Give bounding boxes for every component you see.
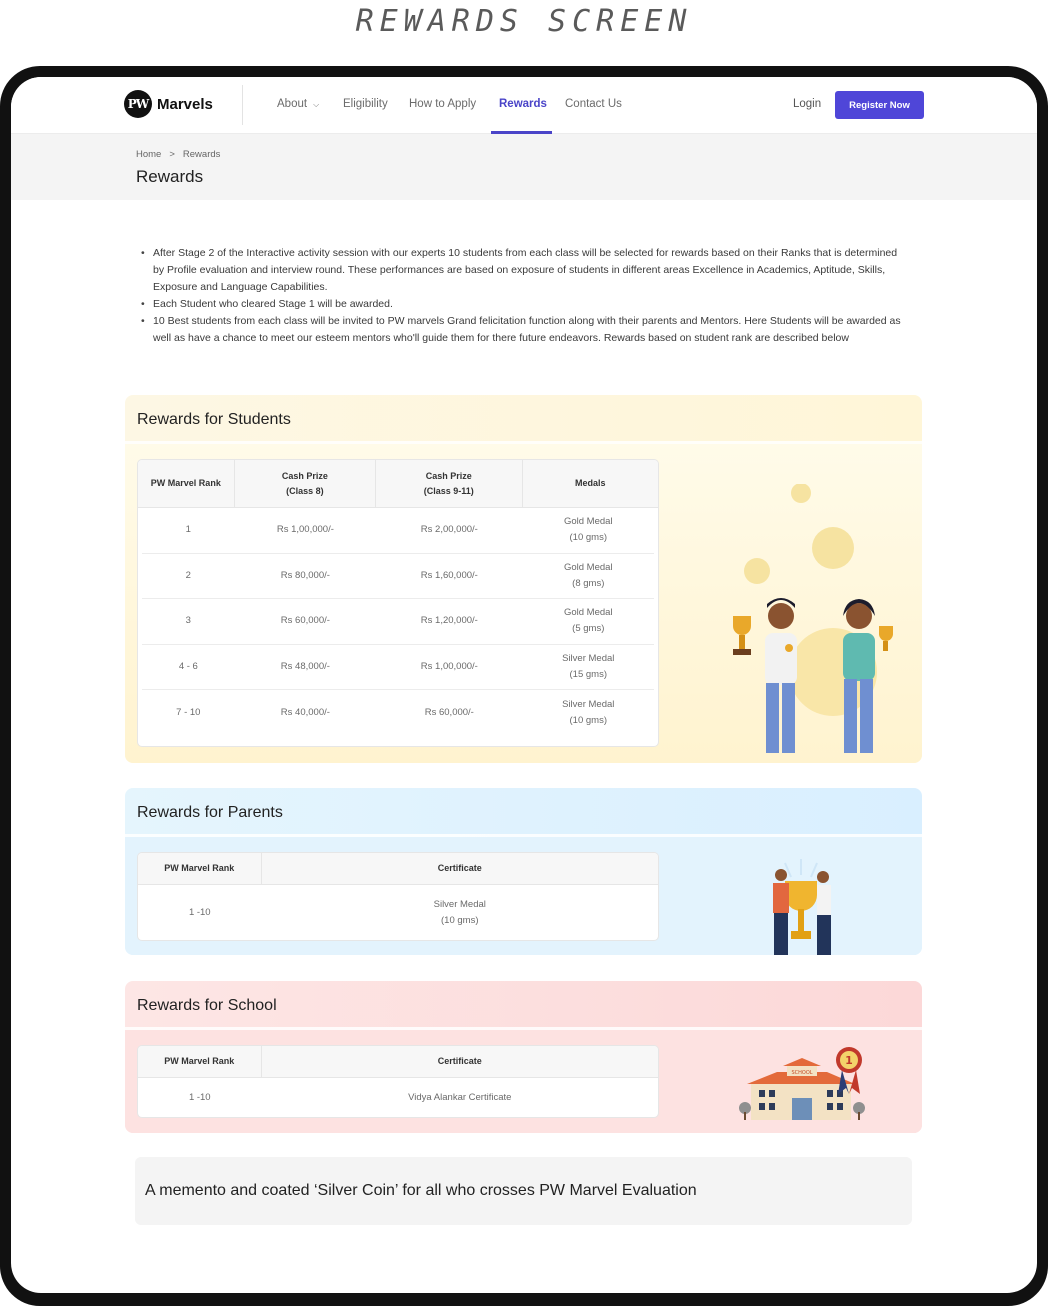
page-title: Rewards [136, 167, 204, 186]
students-rewards-table [137, 459, 659, 747]
badge-number: 1 [845, 1054, 853, 1067]
col-rank-header: PW Marvel Rank [138, 853, 262, 884]
medal-name: Gold Medal [563, 561, 613, 573]
parents-rewards-title: Rewards for Parents [137, 804, 283, 821]
cash-class9-11-cell: Rs 1,60,000/- [420, 569, 478, 581]
medal-cell [523, 508, 654, 553]
cash-class8-cell: Rs 80,000/- [280, 569, 330, 581]
medal-cell [523, 645, 654, 690]
card-body [125, 444, 922, 763]
intro-bullet: • After Stage 2 of the Interactive activity session with our experts 10 students from each class will be selected for rewards based on their Ranks that is determined by Profile evaluation and interview round. These performances are based on exposure of students in different areas Excellence in Academics, Aptitude, Skills, Exposure and Language Capabilities. [141, 245, 911, 296]
breadcrumb-current: Rewards [182, 149, 221, 160]
nav-eligibility[interactable]: Eligibility [343, 98, 388, 110]
col-certificate-header: Certificate [437, 1056, 482, 1066]
table-row [138, 1078, 658, 1117]
cash-class8-cell: Rs 60,000/- [280, 615, 330, 627]
intro-bullet: • Each Student who cleared Stage 1 will be awarded. [141, 296, 911, 313]
table-header [138, 460, 658, 508]
medal-weight: (5 gms) [572, 623, 605, 635]
col-class8-header: Cash Prize (Class 8) [235, 460, 376, 507]
cash-class8-cell: Rs 1,00,000/- [276, 524, 334, 536]
table-row [142, 645, 654, 691]
parents-trophy-illustration [761, 857, 851, 955]
device-frame [0, 66, 1048, 1306]
medal-weight: (10 gms) [569, 532, 607, 544]
login-link[interactable]: Login [793, 98, 822, 110]
medal-name: Gold Medal [563, 607, 613, 619]
table-header [138, 1046, 658, 1078]
certificate-cell: Vidya Alankar Certificate [408, 1091, 512, 1103]
breadcrumb-separator: > [169, 149, 175, 160]
pw-logo-icon: PW [124, 90, 152, 118]
nav-contact-us[interactable]: Contact Us [565, 98, 622, 110]
app-screen [11, 77, 1037, 1293]
certificate-weight: (10 gms) [441, 914, 479, 926]
school-rewards-title: Rewards for School [137, 997, 277, 1014]
rank-cell: 2 [185, 569, 191, 581]
cash-class8-cell: Rs 48,000/- [280, 661, 330, 673]
rank-cell: 1 [185, 524, 191, 536]
cash-class9-11-cell: Rs 60,000/- [424, 707, 474, 719]
medal-cell [523, 554, 654, 599]
students-rewards-card [125, 395, 922, 763]
school-rewards-table [137, 1045, 659, 1118]
nav-about-label: About [277, 98, 308, 110]
medal-name: Silver Medal [562, 699, 615, 711]
card-header [125, 981, 922, 1027]
rank-cell: 1 -10 [188, 906, 211, 918]
students-trophy-illustration [715, 484, 895, 760]
table-row [142, 690, 654, 736]
breadcrumb [136, 149, 220, 160]
col-rank-header: PW Marvel Rank [138, 460, 235, 507]
cash-class9-11-cell: Rs 1,20,000/- [420, 615, 478, 627]
intro-bullets [141, 245, 911, 347]
cash-class9-11-cell: Rs 2,00,000/- [420, 524, 478, 536]
card-header [125, 395, 922, 441]
logo[interactable] [124, 90, 213, 118]
table-body [138, 508, 658, 736]
students-rewards-title: Rewards for Students [137, 411, 291, 428]
table-row [142, 508, 654, 554]
nav-how-to-apply[interactable]: How to Apply [409, 98, 477, 110]
nav-divider [242, 85, 243, 125]
table-row [142, 554, 654, 600]
medal-weight: (10 gms) [569, 715, 607, 727]
col-certificate-header: Certificate [437, 863, 482, 873]
school-rewards-card [125, 981, 922, 1133]
top-navbar [11, 77, 1037, 134]
screen-caption: REWARDS SCREEN [355, 4, 693, 39]
certificate-name: Silver Medal [433, 898, 486, 910]
medal-weight: (8 gms) [572, 577, 605, 589]
breadcrumb-band [11, 134, 1037, 200]
table-header [138, 853, 658, 885]
table-row [142, 599, 654, 645]
certificate-cell [262, 885, 658, 940]
chevron-down-icon: ⌵ [313, 100, 320, 109]
col-class9-11-header: Cash Prize (Class 9-11) [376, 460, 522, 507]
cash-class9-11-cell: Rs 1,00,000/- [420, 661, 478, 673]
register-now-button[interactable]: Register Now [835, 91, 924, 119]
col-rank-header: PW Marvel Rank [138, 1046, 262, 1077]
card-body [125, 1030, 922, 1133]
medal-name: Gold Medal [563, 516, 613, 528]
rank-badge-icon [833, 1046, 865, 1096]
medal-cell [523, 690, 654, 736]
col-medals-header: Medals [574, 478, 606, 488]
table-row [138, 885, 658, 940]
memento-note: A memento and coated ‘Silver Coin’ for all who crosses PW Marvel Evaluation [135, 1157, 912, 1225]
medal-name: Silver Medal [562, 653, 615, 665]
rank-cell: 7 - 10 [176, 707, 201, 719]
medal-cell [523, 599, 654, 644]
nav-about[interactable] [277, 98, 319, 110]
nav-rewards[interactable]: Rewards [499, 98, 547, 110]
intro-bullet: • 10 Best students from each class will be invited to PW marvels Grand felicitation function along with their parents and Mentors. Here Students will be awarded as well as have a chance to meet our esteem mentors who'll guide them for there future endeavors. Rewards based on student rank are described below [141, 313, 911, 347]
card-header [125, 788, 922, 834]
breadcrumb-home[interactable]: Home [136, 149, 162, 160]
cash-class8-cell: Rs 40,000/- [280, 707, 330, 719]
parents-rewards-table [137, 852, 659, 941]
rank-cell: 1 -10 [188, 1091, 211, 1103]
medal-weight: (15 gms) [569, 669, 607, 681]
rank-cell: 4 - 6 [178, 661, 198, 673]
rank-cell: 3 [185, 615, 191, 627]
card-body [125, 837, 922, 955]
logo-text: Marvels [157, 95, 213, 113]
school-sign-text: SCHOOL [791, 1070, 813, 1076]
parents-rewards-card [125, 788, 922, 955]
